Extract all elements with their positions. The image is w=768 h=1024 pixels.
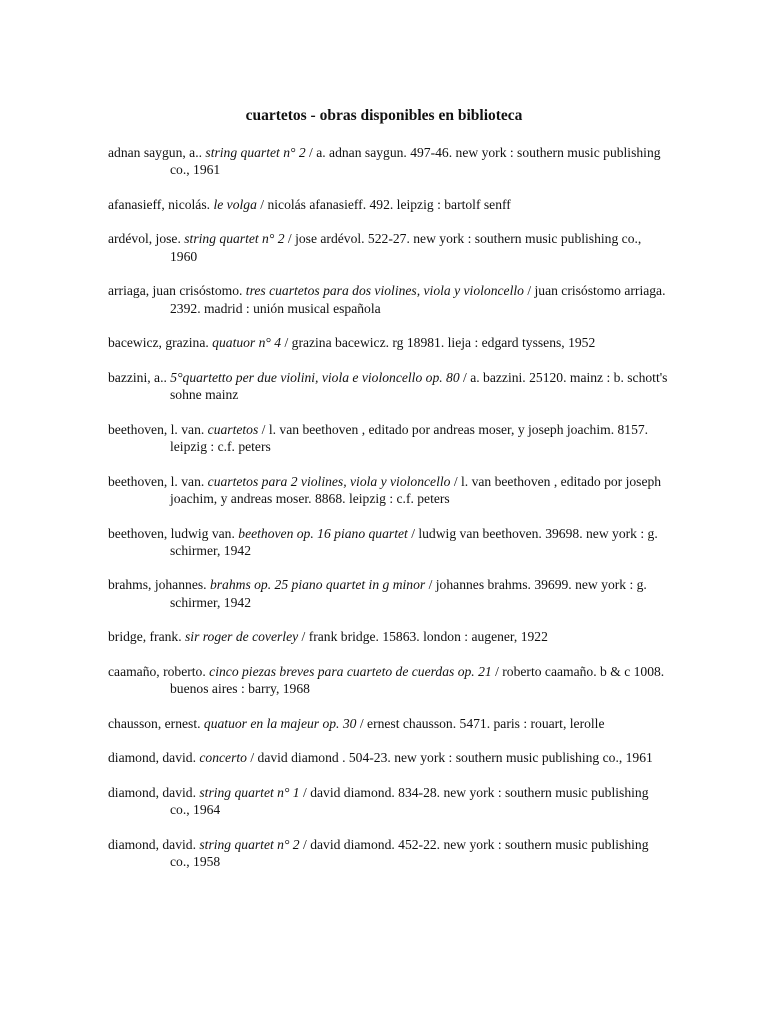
entry-author: bazzini, a.. xyxy=(108,369,167,385)
entry-work-title: quatuor n° 4 xyxy=(212,335,282,351)
entry-work-title: le volga xyxy=(213,196,257,212)
entry-details: / david diamond. 452-22. new york : southern music publishing co., 1958 xyxy=(170,836,649,870)
list-item xyxy=(108,628,668,645)
entry-details: / l. van beethoven , editado por andreas moser, y joseph joachim. 8157. leipzig : c.f. peters xyxy=(170,421,649,455)
list-item xyxy=(108,749,668,766)
list-item xyxy=(108,144,668,179)
entry-details: / juan crisóstomo arriaga. 2392. madrid : unión musical española xyxy=(170,283,666,316)
entry-work-title: quatuor en la majeur op. 30 xyxy=(203,715,357,731)
entry-author: chausson, ernest. xyxy=(108,715,201,731)
entry-work-title: string quartet n° 2 xyxy=(199,836,300,852)
list-item xyxy=(108,421,668,456)
entry-work-title: string quartet n° 2 xyxy=(205,145,306,160)
entry-work-title: 5°quartetto per due violini, viola e violoncello op. 80 xyxy=(170,369,460,385)
entry-author: beethoven, ludwig van. xyxy=(108,525,235,541)
entry-details: / frank bridge. 15863. london : augener, 1922 xyxy=(301,629,548,645)
entry-work-title: concerto xyxy=(199,750,247,766)
entry-details: / a. bazzini. 25120. mainz : b. schott's sohne mainz xyxy=(170,369,668,403)
catalog-list xyxy=(108,144,668,888)
list-item xyxy=(108,230,668,265)
list-item xyxy=(108,282,668,317)
entry-details: / ludwig van beethoven. 39698. new york : g. schirmer, 1942 xyxy=(170,525,658,558)
list-item xyxy=(108,576,668,611)
list-item xyxy=(108,473,668,508)
list-item xyxy=(108,715,668,732)
list-item xyxy=(108,369,668,404)
list-item xyxy=(108,663,668,698)
entry-author: brahms, johannes. xyxy=(108,577,207,593)
entry-details: / jose ardévol. 522-27. new york : southern music publishing co., 1960 xyxy=(170,231,642,264)
entry-author: bridge, frank. xyxy=(108,629,182,645)
list-item xyxy=(108,784,668,819)
entry-author: diamond, david. xyxy=(108,836,196,852)
entry-details: / johannes brahms. 39699. new york : g. schirmer, 1942 xyxy=(170,577,647,610)
entry-details: / david diamond. 834-28. new york : southern music publishing co., 1964 xyxy=(170,784,649,818)
entry-details: / nicolás afanasieff. 492. leipzig : bartolf senff xyxy=(260,196,511,212)
entry-author: caamaño, roberto. xyxy=(108,663,206,679)
entry-work-title: sir roger de coverley xyxy=(185,629,299,645)
entry-details: / a. adnan saygun. 497-46. new york : southern music publishing co., 1961 xyxy=(170,145,661,178)
entry-author: beethoven, l. van. xyxy=(108,421,205,437)
list-item xyxy=(108,334,668,351)
entry-author: arriaga, juan crisóstomo. xyxy=(108,283,243,299)
page-title: cuartetos - obras disponibles en biblioteca xyxy=(245,107,523,124)
list-item xyxy=(108,836,668,871)
list-item xyxy=(108,196,668,213)
entry-author: diamond, david. xyxy=(108,784,196,800)
list-item xyxy=(108,525,668,560)
entry-details: / david diamond . 504-23. new york : southern music publishing co., 1961 xyxy=(250,750,653,766)
entry-work-title: cinco piezas breves para cuarteto de cuerdas op. 21 xyxy=(209,663,492,679)
entry-work-title: cuartetos xyxy=(207,421,259,437)
entry-author: adnan saygun, a.. xyxy=(108,145,202,160)
entry-work-title: cuartetos para 2 violines, viola y violoncello xyxy=(207,473,451,489)
entry-author: ardévol, jose. xyxy=(108,231,181,247)
entry-details: / roberto caamaño. b & c 1008. buenos aires : barry, 1968 xyxy=(170,663,665,697)
entry-work-title: tres cuartetos para dos violines, viola y violoncello xyxy=(245,283,524,299)
entry-work-title: string quartet n° 1 xyxy=(199,784,300,800)
entry-author: afanasieff, nicolás. xyxy=(108,196,211,212)
entry-details: / l. van beethoven , editado por joseph joachim, y andreas moser. 8868. leipzig : c.f. peters xyxy=(170,473,662,506)
entry-work-title: beethoven op. 16 piano quartet xyxy=(238,525,408,541)
entry-author: bacewicz, grazina. xyxy=(108,335,209,351)
entry-details: / grazina bacewicz. rg 18981. lieja : edgard tyssens, 1952 xyxy=(284,335,596,351)
entry-author: diamond, david. xyxy=(108,750,196,766)
entry-work-title: brahms op. 25 piano quartet in g minor xyxy=(209,577,426,593)
entry-author: beethoven, l. van. xyxy=(108,473,205,489)
entry-work-title: string quartet n° 2 xyxy=(184,231,285,247)
entry-details: / ernest chausson. 5471. paris : rouart, lerolle xyxy=(359,715,605,731)
